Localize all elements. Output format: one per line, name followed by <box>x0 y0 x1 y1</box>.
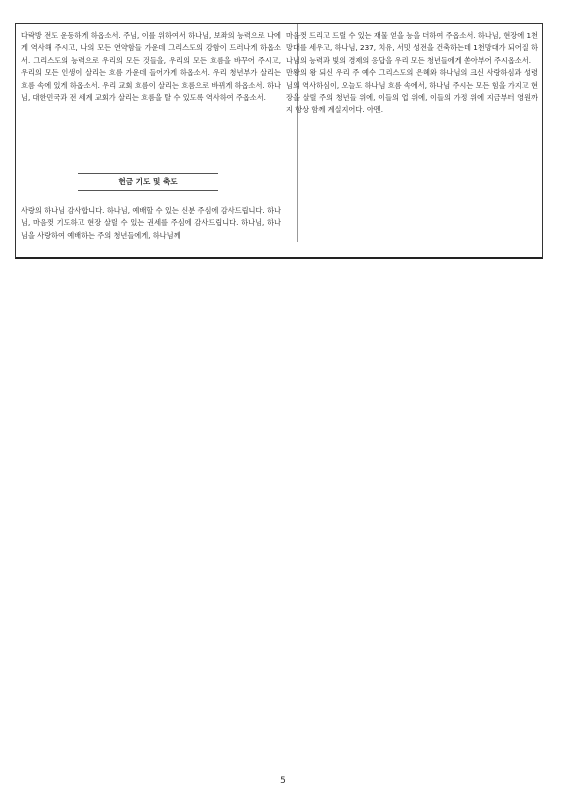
left-paragraph-1: 다락방 전도 운동하게 하옵소서. 주님, 이를 위하여서 하나님, 보좌의 능력으로 나에게 역사해 주시고, 나의 모든 연약함들 가운데 그리스도의 강함이 드러나게 하옵소서. 그리스도의 능력으로 우리의 모든 것들을, 우리의 모든 흐름을 바꾸어 주시고, 우리의 모든 인생이 살리는 흐름 가운데 들어가게 하옵소서. 우리 청년부가 살리는 흐름 속에 있게 하옵소서. 우리 교회 흐름이 살리는 흐름으로 바뀌게 하옵소서. 하나님, 대한민국과 전 세계 교회가 살리는 흐름을 탈 수 있도록 역사하여 주옵소서. <box>21 31 281 103</box>
right-paragraph-1: 마음껏 드리고 드릴 수 있는 재물 얻을 능을 더하여 주옵소서. 하나님, 현장에 1천망대를 세우고, 하나님, 237, 치유, 서밋 성전을 건축하는데 1천망대가 되어질 하나님의 능력과 빛의 경제의 응답을 우리 모든 청년들에게 쏟아부어 주시옵소서. <box>286 31 538 65</box>
left-column <box>21 30 281 104</box>
left-paragraph-2: 사랑의 하나님 감사합니다. 하나님, 예배할 수 있는 신분 주심에 감사드립니다. 하나님, 마음껏 기도하고 현장 살릴 수 있는 권세를 주심에 감사드립니다. 하나님, 하나님을 사랑하여 예배하는 주의 청년들에게, 하나님께 <box>21 206 281 240</box>
right-column <box>286 30 538 117</box>
right-paragraph-2: 만왕의 왕 되신 우리 주 예수 그리스도의 은혜와 하나님의 크신 사랑하심과 성령님의 역사하심이, 오늘도 하나님 흐름 속에서, 하나님 주시는 모든 힘을 가지고 현장을 살릴 주의 청년들 위에, 이들의 업 위에, 이들의 가정 위에 지금부터 영원까지 항상 함께 계실지어다. 아멘. <box>286 68 538 115</box>
page-number: 5 <box>280 776 286 786</box>
left-column-lower <box>21 205 281 242</box>
section-heading: 헌금 기도 및 축도 <box>78 173 218 191</box>
content-frame <box>15 23 543 259</box>
